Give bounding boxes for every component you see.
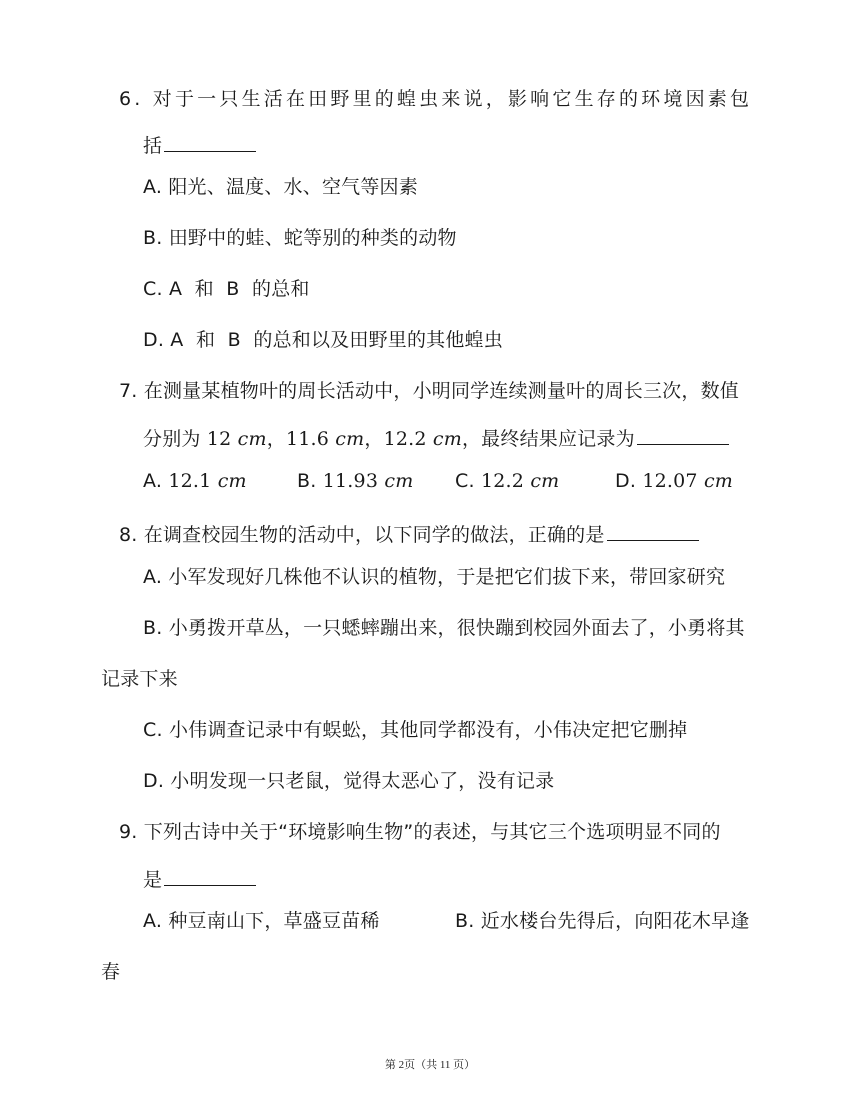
q9-stem-line1: 9. 下列古诗中关于“环境影响生物”的表述，与其它三个选项明显不同的 — [119, 821, 721, 843]
q7-unit-3: cm — [432, 428, 462, 450]
q6-stem-line2 — [143, 131, 256, 159]
q7-option-b-unit: cm — [384, 470, 414, 492]
q7-answer-blank — [637, 424, 729, 445]
q7-option-c — [455, 468, 559, 494]
q9-stem-line2 — [143, 865, 256, 893]
q7-option-b-value: 11.93 — [322, 470, 385, 492]
q7-option-a-unit: cm — [217, 470, 247, 492]
q7-value-1: 12 — [206, 428, 238, 450]
q6-option-a: A. 阳光、温度、水、空气等因素 — [143, 176, 418, 198]
q6-option-b: B. 田野中的蛙、蛇等别的种类的动物 — [143, 227, 457, 249]
q7-option-a — [143, 468, 247, 494]
q7-option-b-label: B. — [297, 470, 323, 492]
q8-option-d: D. 小明发现一只老鼠，觉得太恶心了，没有记录 — [143, 770, 555, 792]
q8-stem — [119, 520, 699, 548]
q6-stem-text: 括 — [143, 135, 163, 157]
q6-answer-blank — [164, 131, 256, 152]
q6-stem-line1: 6. 对于一只生活在田野里的蝗虫来说，影响它生存的环境因素包 — [119, 88, 753, 110]
q7-option-c-value: 12.2 — [480, 470, 531, 492]
q9-option-b-line1: B. 近水楼台先得后，向阳花木早逢 — [455, 910, 750, 932]
q8-option-b-line2: 记录下来 — [101, 668, 178, 690]
q7-option-d-label: D. — [615, 470, 643, 492]
q7-option-a-value: 12.1 — [168, 470, 218, 492]
q7-stem-text: 分别为 — [143, 428, 207, 450]
q7-option-a-label: A. — [143, 470, 169, 492]
q7-stem-line1: 7. 在测量某植物叶的周长活动中，小明同学连续测量叶的周长三次，数值 — [119, 380, 739, 402]
q7-unit-1: cm — [237, 428, 267, 450]
q8-option-a: A. 小军发现好几株他不认识的植物，于是把它们拔下来，带回家研究 — [143, 566, 726, 588]
q9-answer-blank — [164, 865, 256, 886]
q9-option-a: A. 种豆南山下，草盛豆苗稀 — [143, 910, 380, 932]
q7-stem-line2 — [143, 424, 729, 452]
q8-stem-text: 8. 在调查校园生物的活动中，以下同学的做法，正确的是 — [119, 524, 605, 546]
q7-sep-1: ， — [266, 428, 286, 450]
q7-option-d-value: 12.07 — [642, 470, 704, 492]
q8-answer-blank — [607, 520, 699, 541]
q7-option-d-unit: cm — [703, 470, 734, 492]
q6-option-c: C. A 和 B 的总和 — [143, 278, 310, 300]
q7-stem-tail: ，最终结果应记录为 — [461, 428, 635, 450]
q8-option-c: C. 小伟调查记录中有蜈蚣，其他同学都没有，小伟决定把它删掉 — [143, 719, 688, 741]
q6-option-d: D. A 和 B 的总和以及田野里的其他蝗虫 — [143, 329, 503, 351]
q9-stem-text: 是 — [143, 869, 163, 891]
q9-option-b-line2: 春 — [101, 961, 121, 983]
q7-unit-2: cm — [335, 428, 365, 450]
q7-option-b — [297, 468, 413, 494]
page-footer: 第 2页（共 11 页） — [384, 1059, 476, 1071]
q7-option-d — [615, 468, 733, 494]
q7-option-c-unit: cm — [530, 470, 560, 492]
q8-option-b-line1: B. 小勇拨开草丛，一只蟋蟀蹦出来，很快蹦到校园外面去了，小勇将其 — [143, 617, 745, 639]
q7-sep-2: ， — [364, 428, 384, 450]
q7-value-2: 11.6 — [285, 428, 336, 450]
q7-value-3: 12.2 — [383, 428, 433, 450]
q7-option-c-label: C. — [455, 470, 481, 492]
